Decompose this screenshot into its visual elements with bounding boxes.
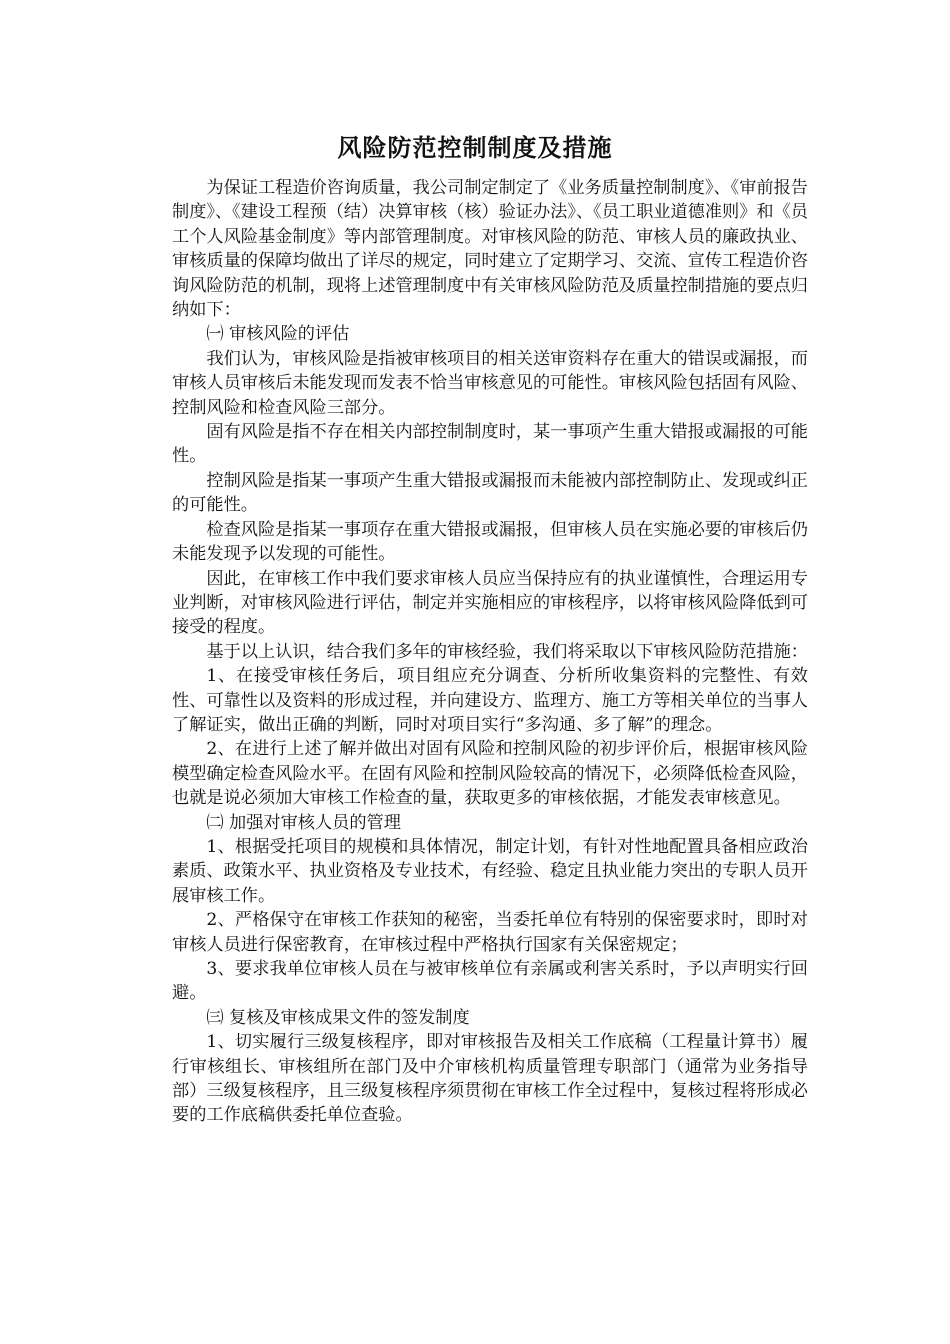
document-body [172, 176, 808, 1128]
paragraph: 检查风险是指某一事项存在重大错报或漏报，但审核人员在实施必要的审核后仍未能发现予以发现的可能性。 [172, 519, 808, 565]
list-item: 2、严格保守在审核工作获知的秘密，当委托单位有特别的保密要求时，即时对审核人员进行保密教育，在审核过程中严格执行国家有关保密规定； [172, 910, 808, 955]
list-item: 3、要求我单位审核人员在与被审核单位有亲属或利害关系时，予以声明实行回避。 [172, 959, 808, 1004]
document-title: 风险防范控制制度及措施 [337, 133, 613, 162]
list-item: 1、切实履行三级复核程序，即对审核报告及相关工作底稿（工程量计算书）履行审核组长、审核组所在部门及中介审核机构质量管理专职部门（通常为业务指导部）三级复核程序，且三级复核程序须贯彻在审核工作全过程中，复核过程将形成必要的工作底稿供委托单位查验。 [172, 1032, 808, 1126]
list-item: 1、根据受托项目的规模和具体情况，制定计划，有针对性地配置具备相应政治素质、政策水平、执业资格及专业技术，有经验、稳定且执业能力突出的专职人员开展审核工作。 [172, 836, 808, 906]
paragraph: 固有风险是指不存在相关内部控制制度时，某一事项产生重大错报或漏报的可能性。 [172, 422, 808, 467]
paragraph: 控制风险是指某一事项产生重大错报或漏报而未能被内部控制防止、发现或纠正的可能性。 [172, 470, 808, 516]
section-heading-3: ㈢ 复核及审核成果文件的签发制度 [206, 1007, 470, 1028]
paragraph: 我们认为，审核风险是指被审核项目的相关送审资料存在重大的错误或漏报，而审核人员审核后未能发现而发表不恰当审核意见的可能性。审核风险包括固有风险、控制风险和检查风险三部分。 [172, 348, 808, 418]
section-heading-2: ㈡ 加强对审核人员的管理 [206, 812, 401, 833]
section-heading-1: ㈠ 审核风险的评估 [206, 324, 350, 345]
paragraph: 基于以上认识，结合我们多年的审核经验，我们将采取以下审核风险防范措施： [206, 641, 808, 662]
paragraph-intro: 为保证工程造价咨询质量，我公司制定制定了《业务质量控制制度》、《审前报告制度》、《建设工程预（结）决算审核（核）验证办法》、《员工职业道德准则》和《员工个人风险基金制度》等内部管理制度。对审核风险的防范、审核人员的廉政执业、审核质量的保障均做出了详尽的规定，同时建立了定期学习、交流、宣传工程造价咨询风险防范的机制，现将上述管理制度中有关审核风险防范及质量控制措施的要点归纳如下： [172, 178, 808, 321]
paragraph: 因此，在审核工作中我们要求审核人员应当保持应有的执业谨慎性，合理运用专业判断，对审核风险进行评估，制定并实施相应的审核程序，以将审核风险降低到可接受的程度。 [172, 568, 808, 638]
list-item: 1、在接受审核任务后，项目组应充分调查、分析所收集资料的完整性、有效性、可靠性以及资料的形成过程，并向建设方、监理方、施工方等相关单位的当事人了解证实，做出正确的判断，同时对项目实行“多沟通、多了解”的理念。 [172, 666, 808, 735]
list-item: 2、在进行上述了解并做出对固有风险和控制风险的初步评价后，根据审核风险模型确定检查风险水平。在固有风险和控制风险较高的情况下，必须降低检查风险，也就是说必须加大审核工作检查的量，获取更多的审核依据，才能发表审核意见。 [172, 739, 808, 809]
